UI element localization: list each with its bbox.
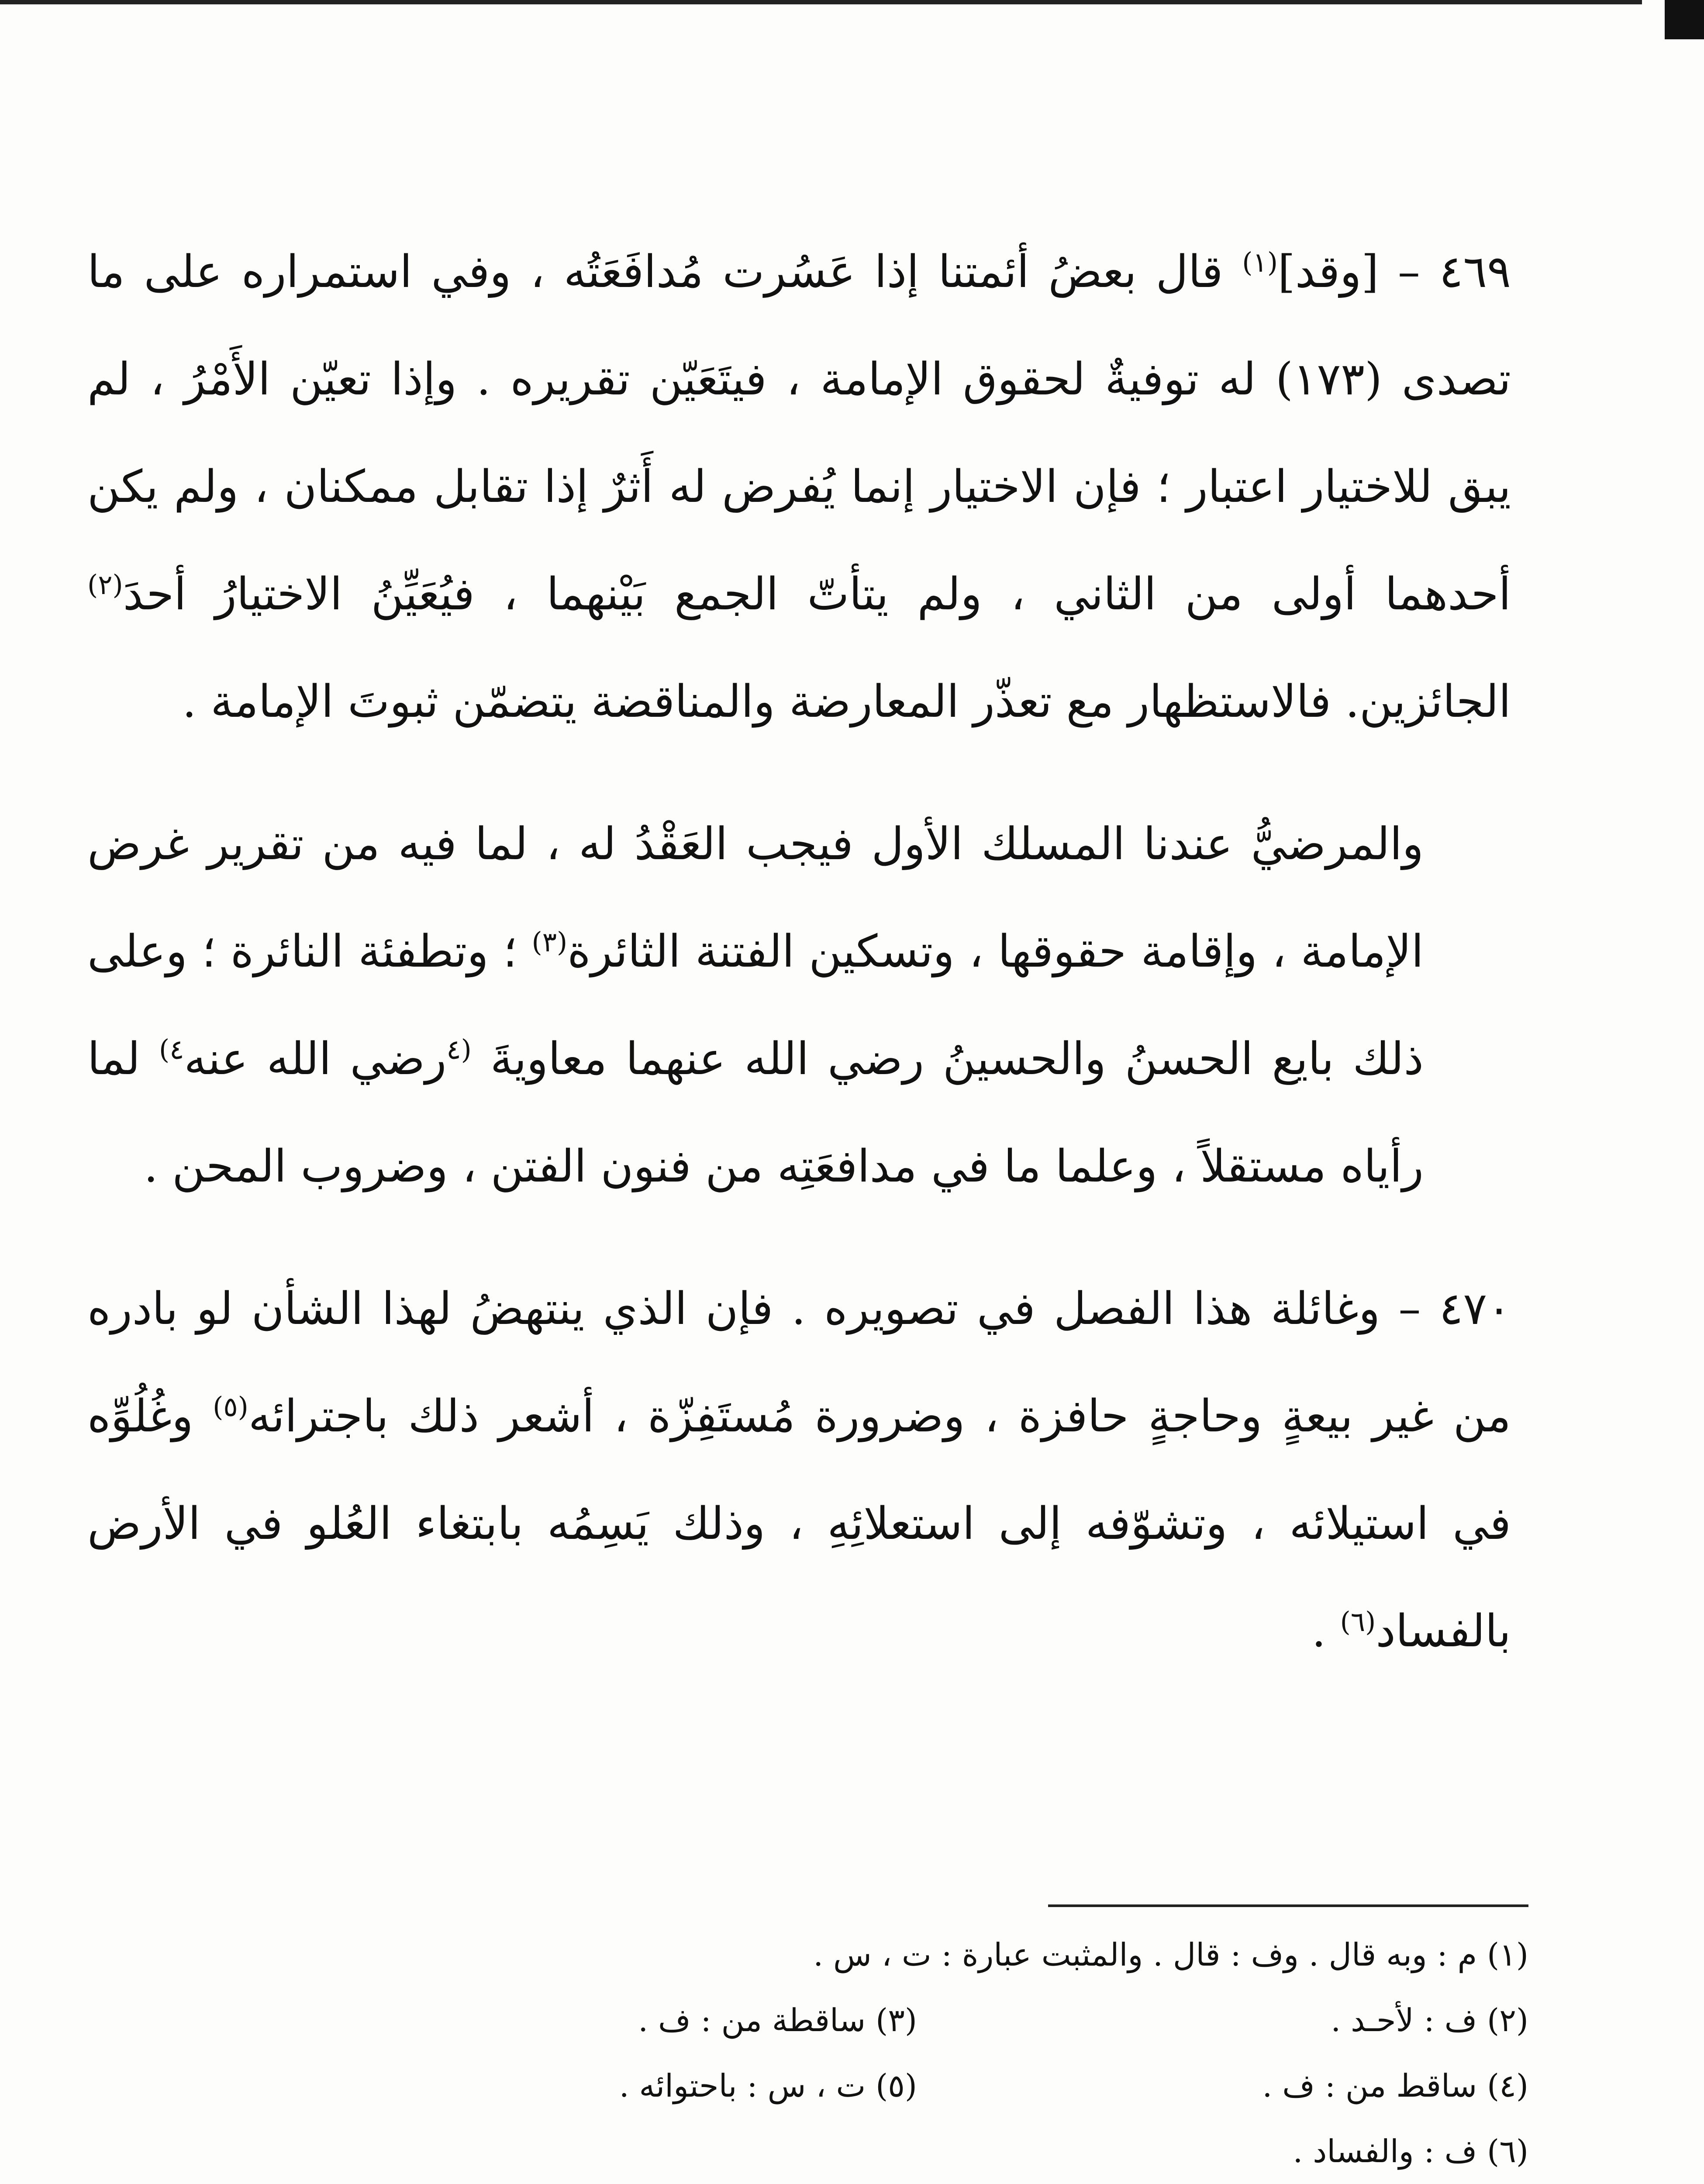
paragraph-text: والمرضيُّ عندنا المسلك الأول فيجب العَقْدُ له ، لما فيه من تقرير غرض الإمامة ، وإقامة حقوقها ، وتسكين الفتنة الثائرة [87, 818, 1424, 978]
paragraph-470 [87, 1255, 1511, 1685]
main-text [87, 218, 1511, 1685]
footnote-ref: (٢) [87, 569, 123, 601]
paragraph-text: لما رأياه مستقلاً ، وعلما ما في مدافعَتِه من فنون الفتن ، وضروب المحن . [87, 1033, 1424, 1192]
paragraph-text: – [وقد] [1278, 246, 1439, 298]
paragraph-469 [87, 218, 1511, 756]
paragraph-text: قال بعضُ أئمتنا إذا عَسُرت مُدافَعَتُه ، وفي استمراره على ما تصدى (١٧٣) له توفيةٌ لحقوق الإمامة ، فيتَعَيّن تقريره . وإذا تعيّن الأَمْرُ ، لم يبق للاختيار اعتبار ؛ فإن الاختيار إنما يُفرض له أَثرٌ إذا تقابل ممكنان ، ولم يكن أحدهما أولى من الثاني ، ولم يتأتّ الجمع بَيْنهما ، فيُعَيِّنُ الاختيارُ أحدَ [87, 246, 1511, 620]
paragraph-text: الجائزين. فالاستظهار مع تعذّر المعارضة والمناقضة يتضمّن ثبوتَ الإمامة . [182, 676, 1511, 728]
footnote-2: (٢) ف : لأحـد . [1331, 2002, 1528, 2039]
paragraph-number: ٤٧٠ [1439, 1283, 1511, 1335]
footnote-ref: (٣) [531, 926, 568, 958]
footnote-separator [1048, 1904, 1528, 1907]
footnotes [306, 1922, 1528, 2184]
footnote-6: (٦) ف : والفساد . [1293, 2133, 1528, 2170]
footnote-ref: (٤ [446, 1033, 472, 1065]
paragraph-text: رضي الله عنه [184, 1033, 447, 1085]
paragraph-text: ؛ وتطفئة النائرة ؛ وعلى ذلك بايع الحسنُ والحسينُ رضي الله عنهما معاويةَ [87, 926, 1424, 1085]
footnote-ref: (٦) [1340, 1606, 1376, 1638]
footnote-3: (٣) ساقطة من : ف . [638, 2002, 917, 2039]
paragraph-text: – وغائلة هذا الفصل في تصويره . فإن الذي ينتهضُ لهذا الشأن لو بادره من غير بيعةٍ وحاجةٍ حافزة ، وضرورة مُستَفِزّة ، أشعر ذلك باجترائه [87, 1283, 1511, 1442]
footnote-ref: (١) [1242, 246, 1278, 278]
footnote-row [306, 1987, 1528, 2053]
paragraph-preferred-view [87, 791, 1511, 1220]
paragraph-text: وغُلُوِّه في استيلائه ، وتشوّفه إلى استعلائِهِ ، وذلك يَسِمُه بابتغاء العُلو في الأرض بالفساد [87, 1390, 1511, 1657]
scan-corner-mark [1665, 0, 1704, 39]
footnote-row [306, 1922, 1528, 1987]
footnote-ref: (٥) [213, 1391, 248, 1423]
footnote-row [306, 2053, 1528, 2118]
footnote-4: (٤) ساقط من : ف . [1262, 2067, 1528, 2104]
paragraph-text: . [1311, 1605, 1340, 1657]
scan-top-edge [0, 0, 1642, 4]
footnote-row [306, 2118, 1528, 2184]
footnote-ref: ٤) [159, 1033, 184, 1065]
paragraph-number: ٤٦٩ [1439, 246, 1511, 298]
footnote-1: (١) م : وبه قال . وف : قال . والمثبت عبارة : ت ، س . [813, 1936, 1528, 1973]
footnote-5: (٥) ت ، س : باحتوائه . [619, 2067, 917, 2104]
